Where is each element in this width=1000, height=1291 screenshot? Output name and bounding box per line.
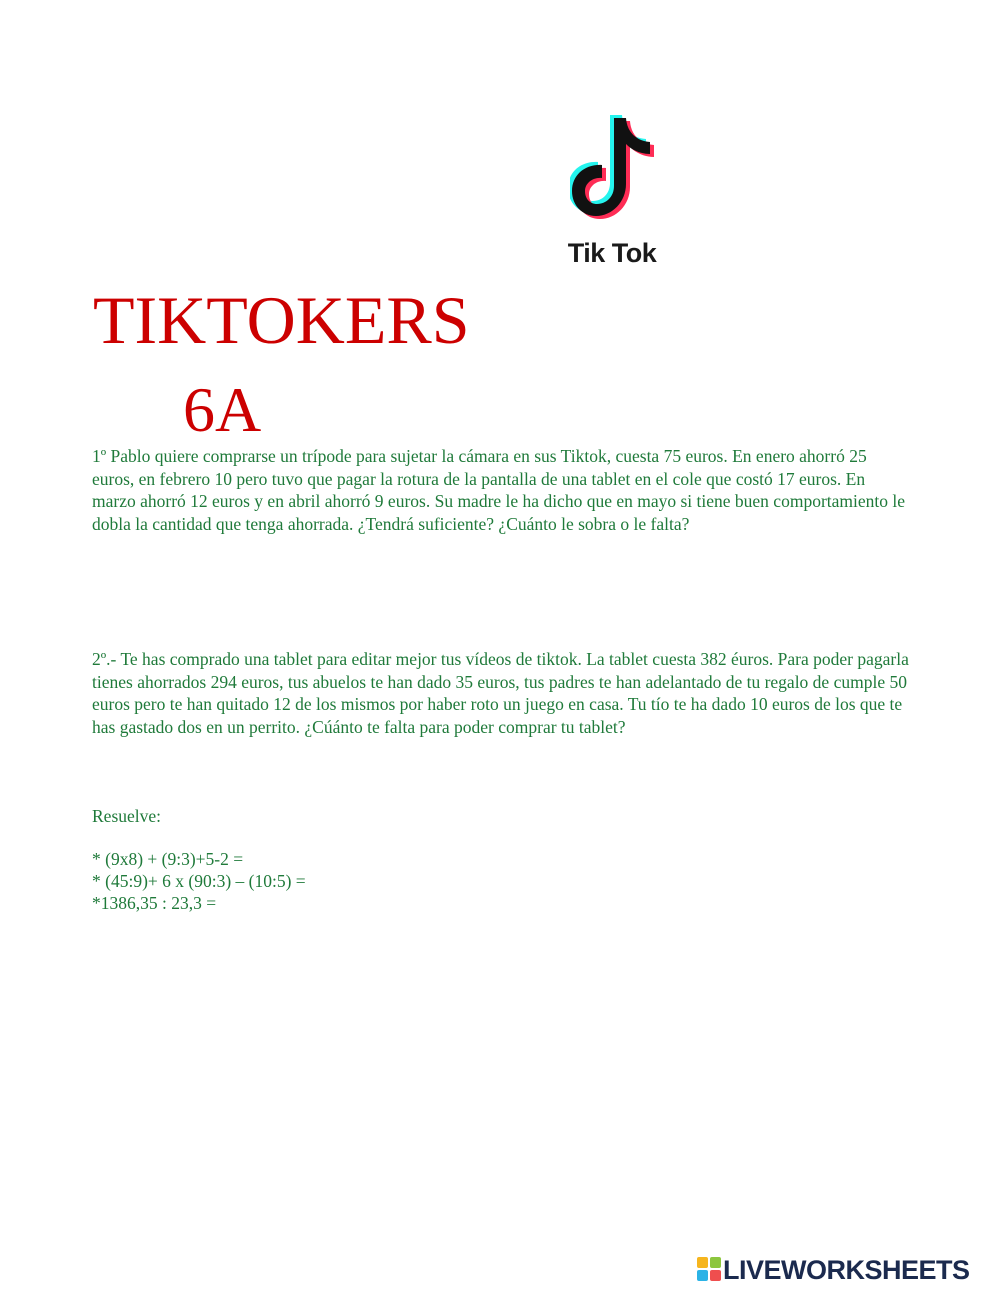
tiktok-logo: [562, 108, 662, 278]
exercise-3: *1386,35 : 23,3 =: [92, 893, 217, 913]
problem-2: 2º.- Te has comprado una tablet para editar mejor tus vídeos de tiktok. La tablet cuesta 382 éuros. Para poder pagarla tienes ahorrados 294 euros, tus abuelos te han dado 35 euros, tus padres te han adelantado de tu regalo de cumple 50 euros pero te han quitado 12 de los mismos por haber roto un juego en casa. Tu tío te ha dado 10 euros de los que te has gastado dos en un perrito. ¿Cúánto te falta para poder comprar tu tablet?: [92, 649, 909, 737]
footer-brand: LIVEWORKSHEETS: [723, 1255, 970, 1285]
exercise-1: * (9x8) + (9:3)+5-2 =: [92, 849, 244, 869]
worksheet-title: TIKTOKERS: [93, 282, 470, 358]
resuelve-label: Resuelve:: [92, 806, 162, 826]
exercise-2: * (45:9)+ 6 x (90:3) – (10:5) =: [92, 871, 306, 891]
logo-text: Tik Tok: [567, 238, 657, 268]
worksheet-subtitle: 6A: [183, 374, 262, 445]
liveworksheets-footer: [697, 1253, 997, 1287]
tiktok-note-icon: [570, 108, 654, 226]
exercise-list: [92, 848, 306, 914]
liveworksheets-logo-icon: [697, 1257, 721, 1281]
problem-1: 1º Pablo quiere comprarse un trípode para sujetar la cámara en sus Tiktok, cuesta 75 euros. En enero ahorró 25 euros, en febrero 10 pero tuvo que pagar la rotura de la pantalla de una tablet en el cole que costó 17 euros. En marzo ahorró 12 euros y en abril ahorró 9 euros. Su madre le ha dicho que en mayo si tiene buen comportamiento le dobla la cantidad que tenga ahorrada. ¿Tendrá suficiente? ¿Cuánto le sobra o le falta?: [92, 446, 906, 534]
